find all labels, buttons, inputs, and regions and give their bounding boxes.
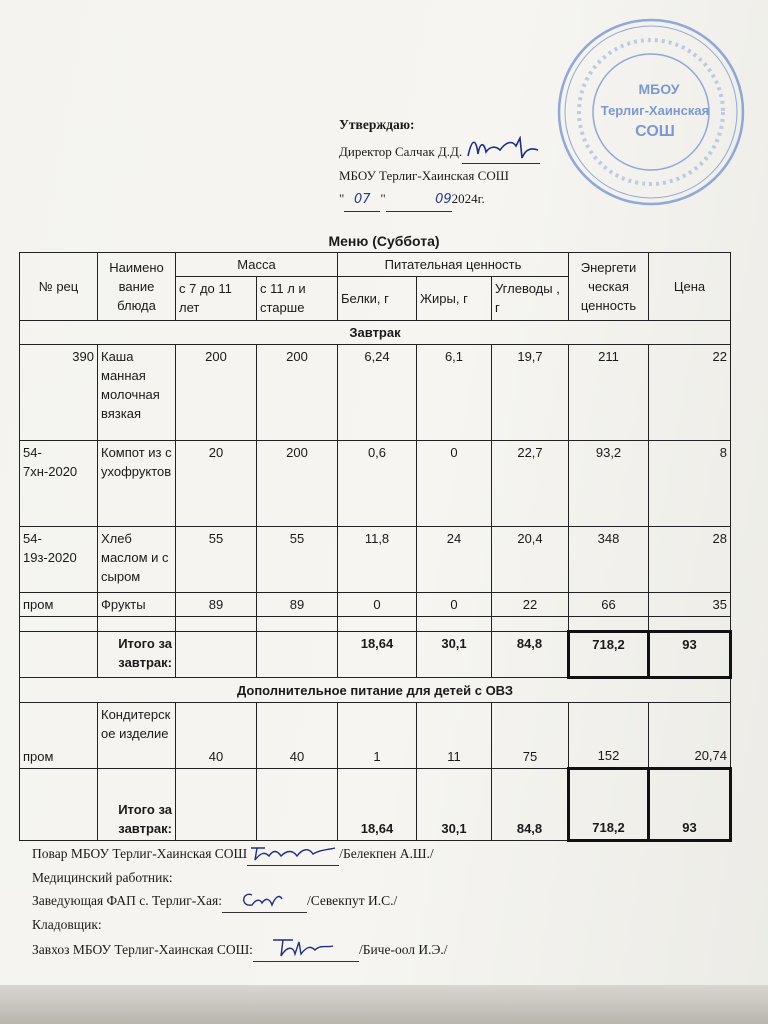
table-row [20, 593, 731, 617]
cell-mass-11-plus: 200 [257, 441, 338, 527]
cell-protein: 0,6 [338, 441, 417, 527]
cell-rec: 390 [20, 345, 98, 441]
date-day: 07 [344, 188, 380, 212]
cell-fat: 0 [417, 441, 492, 527]
breakfast-total-carbs: 84,8 [492, 632, 569, 678]
cell-protein: 6,24 [338, 345, 417, 441]
cell-fat: 6,1 [417, 345, 492, 441]
director-signature [462, 136, 540, 162]
approval-title: Утверждаю: [339, 117, 415, 132]
header-energy: Энергети ческая ценность [569, 253, 649, 321]
header-name: Наимено вание блюда [98, 253, 176, 321]
cell-mass-7-11: 89 [176, 593, 257, 617]
cell-carbs: 20,4 [492, 527, 569, 593]
cell-price: 22 [649, 345, 731, 441]
cell-name: Фрукты [98, 593, 176, 617]
date-year: 2024г. [451, 191, 485, 206]
cell-mass-11-plus: 89 [257, 593, 338, 617]
table-row [20, 527, 731, 593]
menu-title: Меню (Суббота) [328, 233, 440, 249]
header-nutrition: Питательная ценность [338, 253, 569, 277]
cell-price: 35 [649, 593, 731, 617]
extra-total-carbs: 84,8 [492, 769, 569, 841]
cell-carbs: 19,7 [492, 345, 569, 441]
director-label: Директор Салчак Д.Д. [339, 144, 463, 159]
school-stamp [555, 16, 747, 208]
date-quote-open: " [339, 191, 345, 206]
section-extra-nutrition: Дополнительное питание для детей с ОВЗ [20, 678, 731, 703]
cell-mass-11-plus: 200 [257, 345, 338, 441]
header-carbs: Углеводы , г [492, 277, 569, 321]
cell-mass-7-11: 20 [176, 441, 257, 527]
fap-name: /Севекпут И.С./ [306, 893, 398, 908]
date-month: 09 [386, 188, 452, 212]
cook-label: Повар МБОУ Терлиг-Хаинская СОШ [32, 846, 248, 861]
stamp-text-line1: МБОУ [638, 81, 680, 97]
cell-fat: 0 [417, 593, 492, 617]
cell-price: 8 [649, 441, 731, 527]
cell-mass-7-11: 55 [176, 527, 257, 593]
fap-signature [222, 889, 307, 911]
cell-energy: 66 [569, 593, 649, 617]
cell-carbs: 75 [492, 703, 569, 769]
supply-signature-line [253, 936, 359, 962]
storekeeper-line: Кладовщик: [32, 917, 102, 932]
cell-carbs: 22,7 [492, 441, 569, 527]
date-quote-close: " [380, 191, 386, 206]
cell-fat: 24 [417, 527, 492, 593]
cell-protein: 0 [338, 593, 417, 617]
breakfast-total-price: 93 [649, 632, 731, 678]
cook-line [32, 842, 448, 866]
header-protein: Белки, г [338, 277, 417, 321]
cell-mass-11-plus: 40 [257, 703, 338, 769]
header-fat: Жиры, г [417, 277, 492, 321]
extra-total-row [20, 769, 731, 841]
director-line [339, 136, 540, 164]
breakfast-total-protein: 18,64 [338, 632, 417, 678]
fap-line [32, 889, 448, 913]
header-mass-7-11: с 7 до 11 лет [176, 277, 257, 321]
section-breakfast: Завтрак [20, 321, 731, 345]
header-price: Цена [649, 253, 731, 321]
cell-mass-11-plus: 55 [257, 527, 338, 593]
table-row [20, 345, 731, 441]
cell-mass-7-11: 40 [176, 703, 257, 769]
extra-total-label: Итого за завтрак: [98, 769, 176, 841]
cell-energy: 152 [569, 703, 649, 769]
cell-name: Компот из сухофруктов [98, 441, 176, 527]
extra-total-protein: 18,64 [338, 769, 417, 841]
medic-line: Медицинский работник: [32, 870, 173, 885]
table-row [20, 441, 731, 527]
breakfast-total-energy: 718,2 [569, 632, 649, 678]
director-signature-line [462, 136, 540, 164]
stamp-text-line2: Терлиг-Хаинская [600, 103, 710, 118]
fap-signature-line [222, 889, 307, 913]
cook-signature-line [247, 842, 339, 866]
supply-line [32, 936, 448, 962]
fap-label: Заведующая ФАП с. Терлиг-Хая: [32, 893, 222, 908]
breakfast-total-label: Итого за завтрак: [98, 632, 176, 678]
breakfast-total-fat: 30,1 [417, 632, 492, 678]
breakfast-total-row [20, 632, 731, 678]
extra-total-price: 93 [649, 769, 731, 841]
cell-rec: 54-19з-2020 [20, 527, 98, 593]
menu-table [19, 252, 732, 842]
signatures-block [32, 842, 448, 962]
cell-name: Кондитерское изделие [98, 703, 176, 769]
cook-name: /Белекпен А.Ш./ [339, 846, 434, 861]
header-mass: Масса [176, 253, 338, 277]
cell-name: Каша манная молочная вязкая [98, 345, 176, 441]
header-mass-11-plus: с 11 л и старше [257, 277, 338, 321]
supply-name: /Биче-оол И.Э./ [358, 942, 448, 957]
cell-energy: 211 [569, 345, 649, 441]
cell-energy: 93,2 [569, 441, 649, 527]
cell-rec: пром [20, 593, 98, 617]
header-rec: № рец [20, 253, 98, 321]
cell-price: 28 [649, 527, 731, 593]
cell-fat: 11 [417, 703, 492, 769]
stamp-text-line3: СОШ [635, 123, 675, 140]
cell-name: Хлеб маслом и с сыром [98, 527, 176, 593]
extra-total-fat: 30,1 [417, 769, 492, 841]
table-row-empty [20, 617, 731, 632]
cell-price: 20,74 [649, 703, 731, 769]
cook-signature [247, 842, 339, 864]
cell-energy: 348 [569, 527, 649, 593]
supply-label: Завхоз МБОУ Терлиг-Хаинская СОШ: [32, 942, 253, 957]
approval-block [339, 113, 540, 212]
extra-total-energy: 718,2 [569, 769, 649, 841]
cell-protein: 1 [338, 703, 417, 769]
cell-carbs: 22 [492, 593, 569, 617]
supply-signature [253, 936, 359, 960]
cell-mass-7-11: 200 [176, 345, 257, 441]
table-row [20, 703, 731, 769]
school-line: МБОУ Терлиг-Хаинская СОШ [339, 168, 509, 183]
approval-date [339, 187, 540, 212]
cell-rec: пром [20, 703, 98, 769]
cell-rec: 54-7хн-2020 [20, 441, 98, 527]
cell-protein: 11,8 [338, 527, 417, 593]
